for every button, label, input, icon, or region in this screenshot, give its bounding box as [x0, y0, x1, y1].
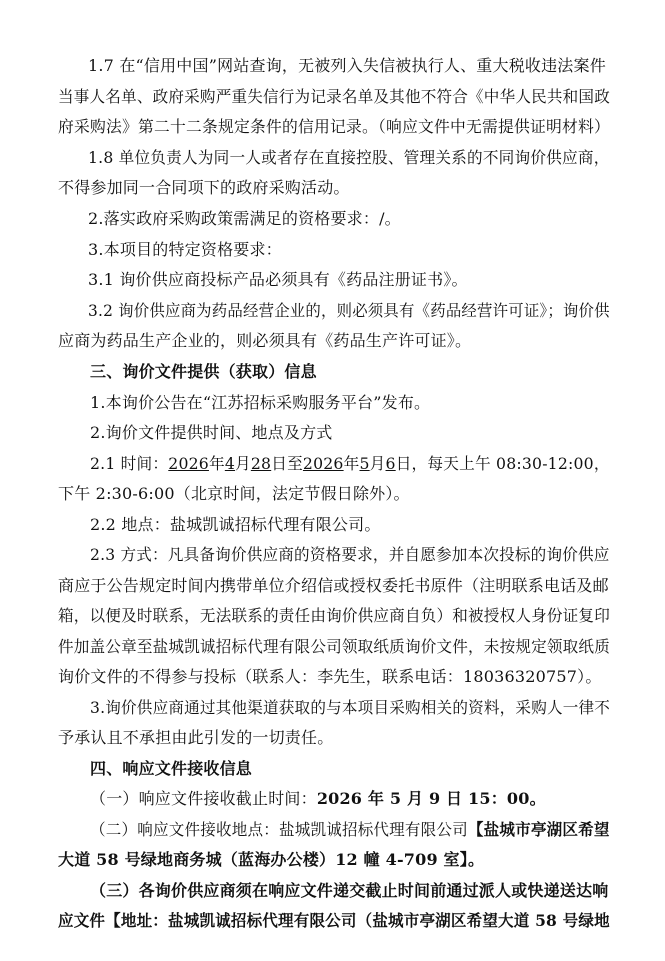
end-month: 5	[359, 454, 370, 473]
paragraph-line: 3.2 询价供应商为药品经营企业的，则必须具有《药品经营许可证》；询价供	[88, 301, 610, 320]
paragraph-line: 2.落实政府采购政策需满足的资格要求：/。	[88, 209, 401, 228]
location-address: 【盐城市亭湖区希望	[467, 820, 610, 839]
paragraph-line: 3.本项目的特定资格要求：	[88, 240, 282, 259]
paragraph-line: 当事人名单、政府采购严重失信行为记录名单及其他不符合《中华人民共和国政	[58, 87, 610, 106]
section-heading: 四、响应文件接收信息	[90, 759, 253, 778]
paragraph-line: 2.询价文件提供时间、地点及方式	[90, 423, 333, 442]
paragraph-line: 商应于公告规定时间内携带单位介绍信或授权委托书原件（注明联系电话及邮	[58, 576, 609, 595]
paragraph-line: 1.本询价公告在“江苏招标采购服务平台”发布。	[90, 393, 431, 412]
year-char-2: 年	[343, 454, 360, 473]
month-char-2: 月	[369, 454, 386, 473]
location-line	[90, 820, 610, 840]
deadline-label: （一）响应文件接收截止时间：	[90, 789, 317, 808]
end-day: 6	[385, 454, 396, 473]
start-day: 28	[250, 454, 272, 473]
paragraph-line: 件加盖公章至盐城凯诚招标代理有限公司领取纸质询价文件，未按规定领取纸质	[58, 637, 610, 656]
paragraph-line: 府采购法》第二十二条规定条件的信用记录。（响应文件中无需提供证明材料）	[58, 117, 611, 136]
section-heading: 三、询价文件提供（获取）信息	[90, 362, 317, 381]
paragraph-line: 2.3 方式：凡具备询价供应商的资格要求，并自愿参加本次投标的询价供应	[90, 545, 610, 564]
paragraph-line: 2.2 地点：盐城凯诚招标代理有限公司。	[90, 515, 381, 534]
location-label: （二）响应文件接收地点：盐城凯诚招标代理有限公司	[90, 820, 468, 839]
time-line	[90, 454, 610, 474]
paragraph-line: 箱，以便及时联系，无法联系的责任由询价供应商自负）和被授权人身份证复印	[58, 606, 610, 625]
paragraph-line: 1.7 在“信用中国”网站查询，无被列入失信被执行人、重大税收违法案件	[88, 56, 606, 75]
deadline-value: 2026 年 5 月 9 日 15：00。	[316, 789, 546, 808]
deadline-line	[90, 789, 546, 809]
start-month: 4	[224, 454, 235, 473]
time-prefix: 2.1 时间：	[90, 454, 169, 473]
paragraph-line: 应商为药品生产企业的，则必须具有《药品生产许可证》。	[58, 331, 472, 350]
start-year: 2026	[168, 454, 209, 473]
day-to: 日至	[271, 454, 303, 473]
paragraph-line: 3.1 询价供应商投标产品必须具有《药品注册证书》。	[88, 270, 468, 289]
month-char: 月	[234, 454, 251, 473]
paragraph-line: 予承认且不承担由此引发的一切责任。	[58, 728, 334, 747]
paragraph-line: 询价文件的不得参与投标（联系人：李先生，联系电话：18036320757）。	[58, 667, 602, 686]
paragraph-line: （三）各询价供应商须在响应文件递交截止时间前通过派人或快递送达响	[90, 881, 609, 900]
end-year: 2026	[302, 454, 344, 473]
time-suffix: 日，每天上午 08:30-12:00，	[395, 454, 610, 473]
paragraph-line: 不得参加同一合同项下的政府采购活动。	[58, 178, 350, 197]
year-char: 年	[208, 454, 225, 473]
paragraph-line: 应文件【地址：盐城凯诚招标代理有限公司（盐城市亭湖区希望大道 58 号绿地	[58, 911, 610, 930]
paragraph-line: 3.询价供应商通过其他渠道获取的与本项目采购相关的资料，采购人一律不	[90, 698, 611, 717]
location-address-cont: 大道 58 号绿地商务城（蓝海办公楼）12 幢 4-709 室】。	[58, 850, 485, 869]
paragraph-line: 1.8 单位负责人为同一人或者存在直接控股、管理关系的不同询价供应商，	[88, 148, 610, 167]
paragraph-line: 下午 2:30-6:00（北京时间，法定节假日除外）。	[58, 484, 410, 503]
